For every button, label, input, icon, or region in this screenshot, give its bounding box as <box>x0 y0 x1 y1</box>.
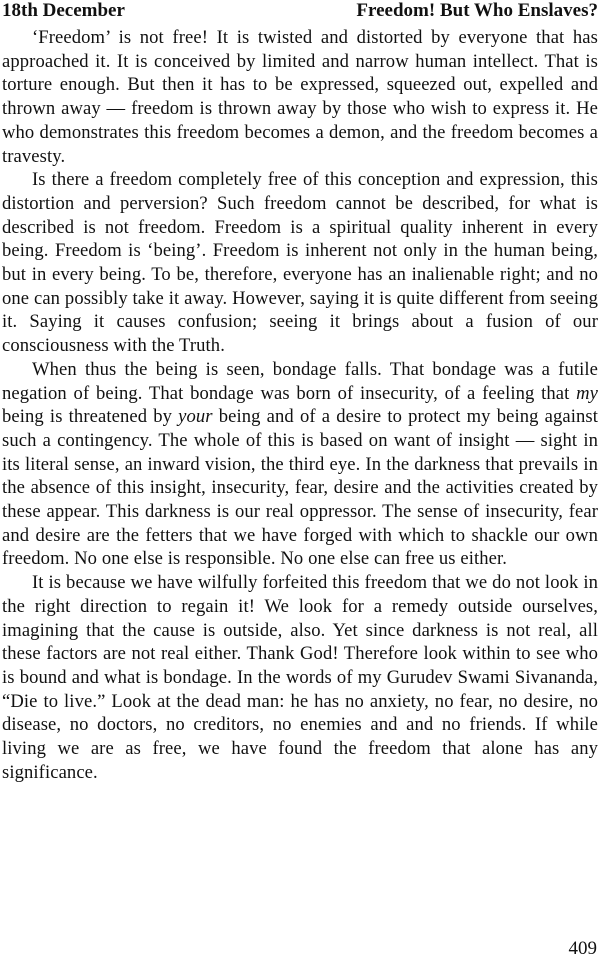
paragraph-4: It is because we have wilfully forfeited this freedom that we do not look in the right direction to regain it! We look for a remedy outside ourselves, imagining that the cause is outside, also. Yet since darkness is not real, all these factors are not real either. Thank God! Therefore look within to see who is bound and what is bondage. In the words of my Gurudev Swami Sivananda, “Die to live.” Look at the dead man: he has no anxiety, no fear, no desire, no disease, no doctors, no creditors, no enemies and and no friends. If while living we are as free, we have found the freedom that alone has any significance. <box>2 572 598 783</box>
paragraph-2: Is there a freedom completely free of this conception and expression, this distortion and perversion? Such freedom cannot be described, for what is described is not freedom. Freedom is a spiritual quality inherent in every being. Freedom is ‘being’. Freedom is inherent not only in the human being, but in every being. To be, therefore, everyone has an inalienable right; and no one can possibly take it away. However, saying it is quite different from seeing it. Saying it causes confusion; seeing it brings about a fusion of our consciousness with the Truth. <box>2 169 598 357</box>
paragraph-1: ‘Freedom’ is not free! It is twisted and distorted by everyone that has approached it. It is conceived by limited and narrow human intellect. That is torture enough. But then it has to be expressed, squeezed out, expelled and thrown away — freedom is thrown away by those who wish to express it. He who demonstrates this freedom becomes a demon, and the freedom becomes a travesty. <box>2 27 598 167</box>
paragraph-3-part-2: being is threatened by <box>2 406 179 428</box>
header-date: 18th December <box>2 0 125 21</box>
running-header <box>2 0 598 24</box>
header-chapter-title: Freedom! But Who Enslaves? <box>356 0 598 21</box>
paragraph-3-part-3: being and of a desire to protect my being against such a contingency. The whole of this is based on want of insight — sight in its literal sense, an inward vision, the third eye. In the darkness that prevails in the absence of this insight, insecurity, fear, desire and the activities created by these appear. This darkness is our real oppressor. The sense of insecurity, fear and desire are the fetters that we have forged with which to shackle our own freedom. No one else is responsible. No one else can free us either. <box>2 406 598 570</box>
page-number: 409 <box>568 938 597 959</box>
emphasis-my: my <box>576 382 598 404</box>
paragraph-3 <box>2 358 598 571</box>
emphasis-your: your <box>178 406 213 428</box>
body-text <box>2 26 598 785</box>
paragraph-3-part-1: When thus the being is seen, bondage falls. That bondage was a futile negation of being. That bondage was born of insecurity, of a feeling that <box>2 358 598 404</box>
